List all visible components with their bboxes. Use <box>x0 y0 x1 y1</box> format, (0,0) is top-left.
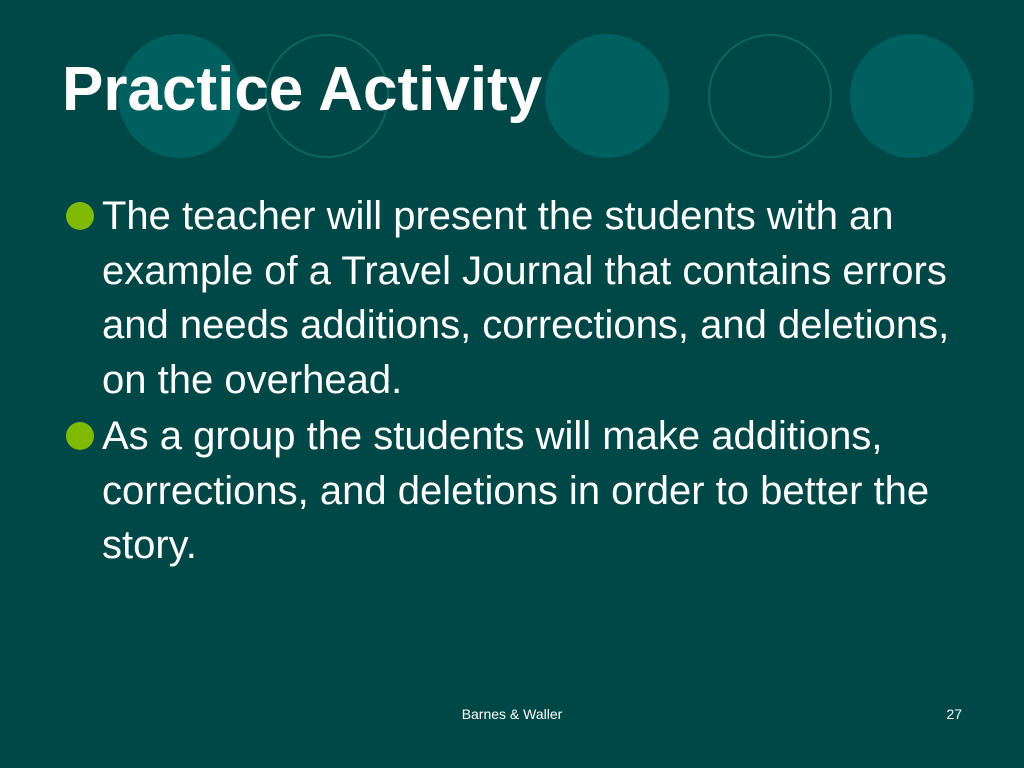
decorative-circle <box>545 34 669 158</box>
bullet-list <box>62 189 962 575</box>
bullet-dot-icon <box>66 202 94 230</box>
bullet-item <box>62 409 962 573</box>
bullet-item <box>62 189 962 407</box>
bullet-text: As a group the students will make additions, corrections, and deletions in order to better the story. <box>102 414 930 567</box>
decorative-circle <box>850 34 974 158</box>
page-number: 27 <box>946 706 962 722</box>
decorative-circle-outline <box>708 34 832 158</box>
slide-title: Practice Activity <box>62 55 543 124</box>
footer-text: Barnes & Waller <box>461 706 563 722</box>
bullet-text: The teacher will present the students with an example of a Travel Journal that contains errors and needs additions, corrections, and deletions, on the overhead. <box>102 194 950 402</box>
bullet-dot-icon <box>66 422 94 450</box>
